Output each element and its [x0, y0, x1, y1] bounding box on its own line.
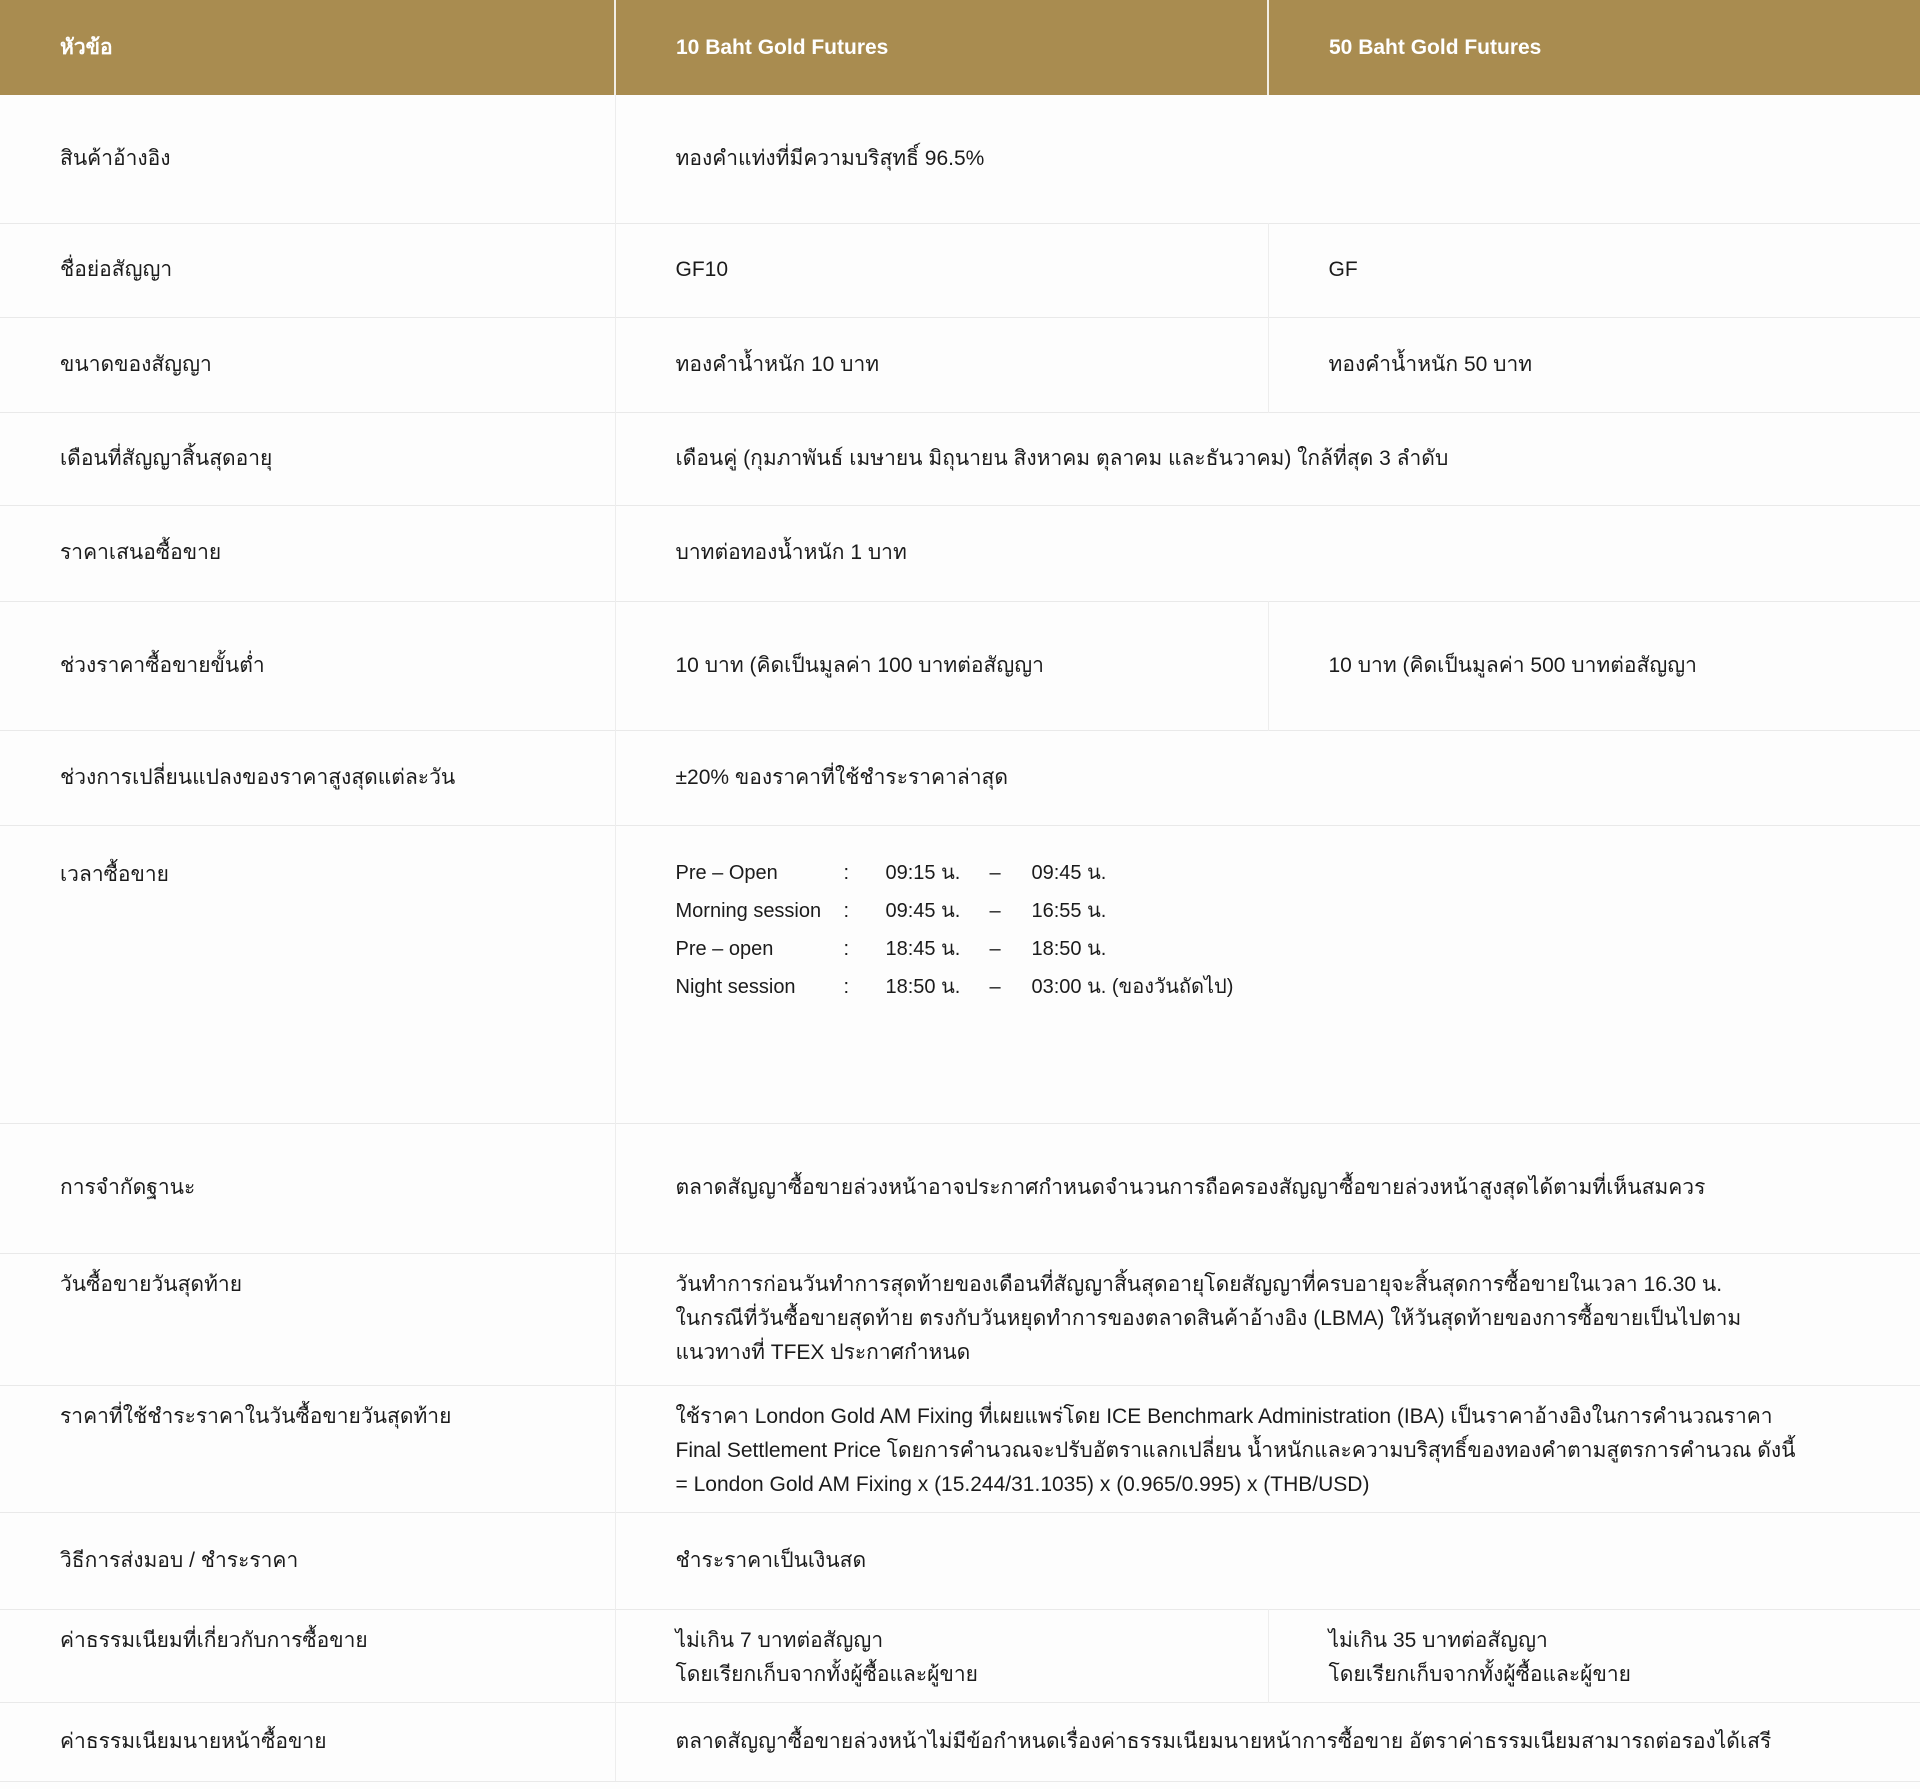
table-row: [0, 1609, 1920, 1702]
session-separator: :: [843, 937, 850, 960]
cell-line: GF: [1328, 258, 1358, 281]
table-body: [0, 95, 1920, 1781]
table-row: [0, 1512, 1920, 1609]
session-name: Pre – Open: [675, 861, 778, 884]
row-label: ช่วงราคาซื้อขายขั้นต่ำ: [0, 601, 615, 730]
session-name: Morning session: [675, 899, 822, 922]
session-dash: –: [989, 899, 1001, 922]
value-cell-10baht: [615, 601, 1268, 730]
value-cell-50baht: [1268, 1609, 1920, 1702]
merged-value-cell: [615, 1512, 1920, 1609]
header-50baht-gold-futures: 50 Baht Gold Futures: [1268, 0, 1920, 95]
row-label: ขนาดของสัญญา: [0, 317, 615, 412]
row-label: เวลาซื้อขาย: [0, 825, 615, 1123]
row-label: ช่วงการเปลี่ยนแปลงของราคาสูงสุดแต่ละวัน: [0, 730, 615, 825]
cell-line: วันทำการก่อนวันทำการสุดท้ายของเดือนที่สัญญาสิ้นสุดอายุโดยสัญญาที่ครบอายุจะสิ้นสุดการซื้อขายในเวลา 16.30 น.: [675, 1272, 1723, 1296]
value-cell-10baht: [615, 317, 1268, 412]
value-cell-50baht: [1268, 601, 1920, 730]
session-dash: –: [989, 937, 1001, 960]
trading-sessions: [676, 858, 1876, 1002]
row-label: การจำกัดฐานะ: [0, 1123, 615, 1253]
value-cell-50baht: [1268, 223, 1920, 317]
cell-line: 10 บาท (คิดเป็นมูลค่า 100 บาทต่อสัญญา: [675, 653, 1044, 677]
trading-hours-cell: [615, 825, 1920, 1123]
table-row: [0, 1123, 1920, 1253]
cell-line: = London Gold AM Fixing x (15.244/31.1035) x (0.965/0.995) x (THB/USD): [675, 1472, 1370, 1496]
table-row: [0, 825, 1920, 1123]
table-row: [0, 505, 1920, 601]
header-10baht-gold-futures: 10 Baht Gold Futures: [615, 0, 1268, 95]
header-topic: หัวข้อ: [0, 0, 615, 95]
cell-line: ตลาดสัญญาซื้อขายล่วงหน้าไม่มีข้อกำหนดเรื่องค่าธรรมเนียมนายหน้าการซื้อขาย อัตราค่าธรรมเนียมสามารถต่อรองได้เสรี: [675, 1729, 1772, 1753]
table-row: [0, 223, 1920, 317]
row-label: ค่าธรรมเนียมนายหน้าซื้อขาย: [0, 1702, 615, 1781]
cell-line: ไม่เกิน 35 บาทต่อสัญญา: [1328, 1628, 1548, 1652]
cell-line: ตลาดสัญญาซื้อขายล่วงหน้าอาจประกาศกำหนดจำนวนการถือครองสัญญาซื้อขายล่วงหน้าสูงสุดได้ตามที่เห็นสมควร: [675, 1176, 1706, 1199]
table-row: [0, 601, 1920, 730]
cell-line: เดือนคู่ (กุมภาพันธ์ เมษายน มิถุนายน สิงหาคม ตุลาคม และธันวาคม) ใกล้ที่สุด 3 ลำดับ: [675, 446, 1449, 470]
table-row: [0, 95, 1920, 223]
row-label: เดือนที่สัญญาสิ้นสุดอายุ: [0, 412, 615, 505]
table-row: [0, 412, 1920, 505]
session-start-time: 18:45 น.: [885, 937, 961, 960]
cell-line: แนวทางที่ TFEX ประกาศกำหนด: [675, 1340, 971, 1364]
cell-line: ทองคำน้ำหนัก 50 บาท: [1328, 352, 1533, 376]
row-label: วิธีการส่งมอบ / ชำระราคา: [0, 1512, 615, 1609]
session-end-time: 03:00 น. (ของวันถัดไป): [1031, 975, 1234, 998]
session-start-time: 18:50 น.: [885, 975, 961, 998]
cell-line: ±20% ของราคาที่ใช้ชำระราคาล่าสุด: [675, 765, 1009, 789]
cell-line: ใช้ราคา London Gold AM Fixing ที่เผยแพร่โดย ICE Benchmark Administration (IBA) เป็นราคาอ้างอิงในการคำนวณราคา: [675, 1404, 1773, 1428]
merged-value-cell: [615, 1702, 1920, 1781]
cell-line: ชำระราคาเป็นเงินสด: [675, 1548, 867, 1572]
merged-value-cell: [615, 1253, 1920, 1385]
session-end-time: 18:50 น.: [1031, 937, 1107, 960]
row-label: ชื่อย่อสัญญา: [0, 223, 615, 317]
cell-line: ทองคำแท่งที่มีความบริสุทธิ์ 96.5%: [675, 146, 985, 170]
cell-line: GF10: [675, 258, 729, 281]
merged-value-cell: [615, 505, 1920, 601]
merged-value-cell: [615, 412, 1920, 505]
session-name: Pre – open: [675, 937, 774, 960]
value-cell-10baht: [615, 1609, 1268, 1702]
merged-value-cell: [615, 730, 1920, 825]
table-row: [0, 317, 1920, 412]
row-label: ค่าธรรมเนียมที่เกี่ยวกับการซื้อขาย: [0, 1609, 615, 1702]
header-row: [0, 0, 1920, 95]
value-cell-50baht: [1268, 317, 1920, 412]
value-cell-10baht: [615, 223, 1268, 317]
table-row: [0, 730, 1920, 825]
table-row: [0, 1385, 1920, 1512]
table-row: [0, 1702, 1920, 1781]
row-label: ราคาที่ใช้ชำระราคาในวันซื้อขายวันสุดท้าย: [0, 1385, 615, 1512]
row-label: สินค้าอ้างอิง: [0, 95, 615, 223]
table-row: [0, 1253, 1920, 1385]
row-label: ราคาเสนอซื้อขาย: [0, 505, 615, 601]
session-end-time: 09:45 น.: [1031, 861, 1107, 884]
row-label: วันซื้อขายวันสุดท้าย: [0, 1253, 615, 1385]
session-name: Night session: [675, 975, 796, 998]
session-start-time: 09:15 น.: [885, 861, 961, 884]
cell-line: ไม่เกิน 7 บาทต่อสัญญา: [675, 1628, 884, 1652]
cell-line: ทองคำน้ำหนัก 10 บาท: [675, 352, 880, 376]
session-start-time: 09:45 น.: [885, 899, 961, 922]
merged-value-cell: [615, 1123, 1920, 1253]
session-dash: –: [989, 975, 1001, 998]
cell-line: ในกรณีที่วันซื้อขายสุดท้าย ตรงกับวันหยุดทำการของตลาดสินค้าอ้างอิง (LBMA) ให้วันสุดท้ายของการซื้อขายเป็นไปตาม: [675, 1306, 1742, 1330]
cell-line: โดยเรียกเก็บจากทั้งผู้ซื้อและผู้ขาย: [675, 1662, 978, 1686]
merged-value-cell: [615, 1385, 1920, 1512]
cell-line: 10 บาท (คิดเป็นมูลค่า 500 บาทต่อสัญญา: [1328, 653, 1697, 677]
cell-line: Final Settlement Price โดยการคำนวณจะปรับอัตราแลกเปลี่ยน น้ำหนักและความบริสุทธิ์ของทองคำตามสูตรการคำนวณ ดังนี้: [675, 1438, 1796, 1462]
session-separator: :: [843, 975, 850, 998]
session-separator: :: [843, 899, 850, 922]
session-dash: –: [989, 861, 1001, 884]
session-end-time: 16:55 น.: [1031, 899, 1107, 922]
merged-value-cell: [615, 95, 1920, 223]
cell-line: บาทต่อทองน้ำหนัก 1 บาท: [675, 541, 907, 564]
session-separator: :: [843, 861, 850, 884]
cell-line: โดยเรียกเก็บจากทั้งผู้ซื้อและผู้ขาย: [1328, 1662, 1631, 1686]
